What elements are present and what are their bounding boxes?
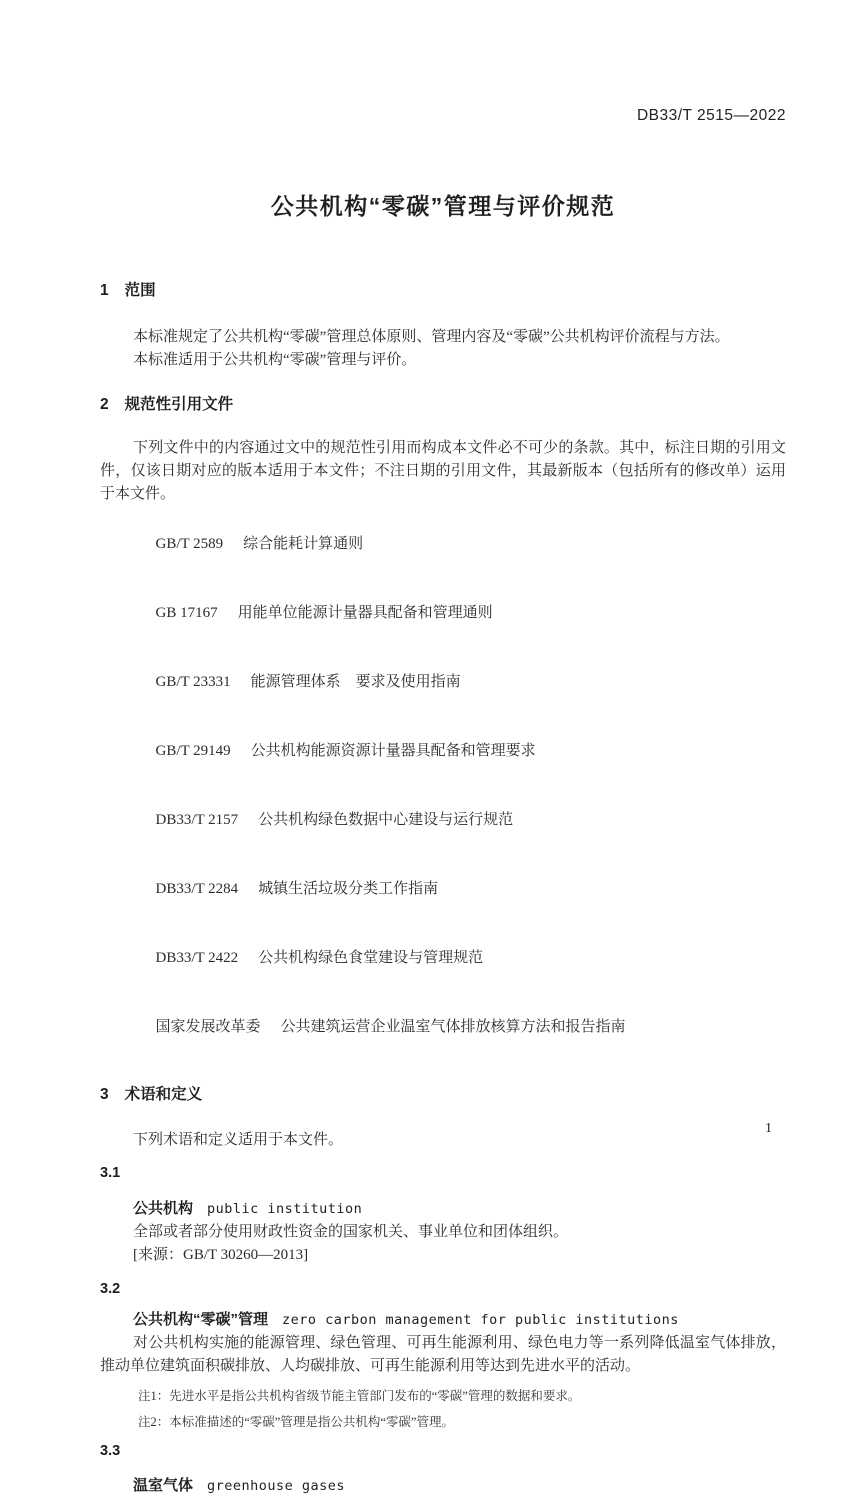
reference-item	[133, 786, 786, 855]
reference-title: 公共建筑运营企业温室气体排放核算方法和报告指南	[280, 1019, 626, 1035]
reference-code: 国家发展改革委	[155, 1019, 261, 1035]
scope-paragraph-2: 本标准适用于公共机构“零碳”管理与评价。	[133, 352, 417, 368]
reference-item	[133, 717, 786, 786]
term-3-1-zh: 公共机构	[133, 1200, 194, 1217]
normative-refs-intro: 下列文件中的内容通过文中的规范性引用而构成本文件必不可少的条款。其中，标注日期的引用文件，仅该日期对应的版本适用于本文件；不注日期的引用文件，其最新版本（包括所有的修改单）运用于本文件。	[100, 440, 786, 502]
section-2-number: 2	[100, 396, 109, 413]
reference-code: DB33/T 2157	[155, 812, 239, 828]
reference-title: 综合能耗计算通则	[243, 536, 364, 552]
section-2-heading	[100, 394, 786, 416]
scope-paragraph-1: 本标准规定了公共机构“零碳”管理总体原则、管理内容及“零碳”公共机构评价流程与方法。	[133, 329, 730, 345]
reference-code: GB/T 2589	[155, 536, 224, 552]
reference-title: 公共机构绿色食堂建设与管理规范	[258, 950, 484, 966]
reference-item	[133, 510, 786, 579]
term-3-1-en: public institution	[207, 1201, 363, 1217]
reference-title: 公共机构绿色数据中心建设与运行规范	[258, 812, 514, 828]
reference-list	[100, 510, 786, 1062]
term-3-3-zh: 温室气体	[133, 1477, 194, 1494]
reference-code: GB 17167	[155, 605, 218, 621]
reference-item	[133, 579, 786, 648]
reference-item	[133, 924, 786, 993]
terms-intro: 下列术语和定义适用于本文件。	[133, 1132, 344, 1148]
reference-code: GB/T 29149	[155, 743, 231, 759]
reference-code: DB33/T 2284	[155, 881, 239, 897]
reference-item	[133, 993, 786, 1062]
term-3-3-en: greenhouse gases	[207, 1478, 346, 1494]
term-3-1-source: [来源：GB/T 30260—2013]	[133, 1247, 309, 1263]
term-3-2-heading	[133, 1308, 786, 1332]
section-2-label: 规范性引用文件	[124, 396, 234, 413]
section-3-label: 术语和定义	[124, 1086, 203, 1103]
term-3-2-notes	[100, 1383, 786, 1435]
term-3-3-number: 3.3	[100, 1443, 121, 1459]
reference-title: 能源管理体系 要求及使用指南	[250, 674, 461, 690]
term-3-2-en: zero carbon management for public institutions	[282, 1312, 679, 1328]
term-3-2-number: 3.2	[100, 1281, 121, 1297]
doc-title: 公共机构“零碳”管理与评价规范	[270, 193, 616, 219]
reference-code: GB/T 23331	[155, 674, 231, 690]
term-3-2-note-2: 注2：本标准描述的“零碳”管理是指公共机构“零碳”管理。	[138, 1415, 454, 1429]
term-3-3-heading	[133, 1474, 786, 1498]
section-1-number: 1	[100, 282, 109, 299]
reference-title: 城镇生活垃圾分类工作指南	[258, 881, 439, 897]
reference-code: DB33/T 2422	[155, 950, 239, 966]
term-3-1-definition: 全部或者部分使用财政性资金的国家机关、事业单位和团体组织。	[133, 1224, 569, 1240]
reference-item	[133, 648, 786, 717]
doc-code: DB33/T 2515—2022	[636, 107, 786, 124]
term-3-2-definition: 对公共机构实施的能源管理、绿色管理、可再生能源利用、绿色电力等一系列降低温室气体排放，推动单位建筑面积碳排放、人均碳排放、可再生能源利用等达到先进水平的活动。	[100, 1335, 786, 1374]
page-number: 1	[765, 1121, 772, 1136]
term-3-2-note-1: 注1：先进水平是指公共机构省级节能主管部门发布的“零碳”管理的数据和要求。	[138, 1389, 581, 1403]
term-3-1-heading	[133, 1197, 786, 1221]
section-3-heading	[100, 1084, 786, 1106]
section-1-label: 范围	[124, 282, 156, 299]
section-3-number: 3	[100, 1086, 109, 1103]
reference-title: 公共机构能源资源计量器具配备和管理要求	[250, 743, 536, 759]
term-3-2-zh: 公共机构“零碳”管理	[133, 1311, 269, 1328]
reference-title: 用能单位能源计量器具配备和管理通则	[237, 605, 493, 621]
term-3-1-number: 3.1	[100, 1165, 121, 1181]
section-1-heading	[100, 280, 786, 302]
reference-item	[133, 855, 786, 924]
